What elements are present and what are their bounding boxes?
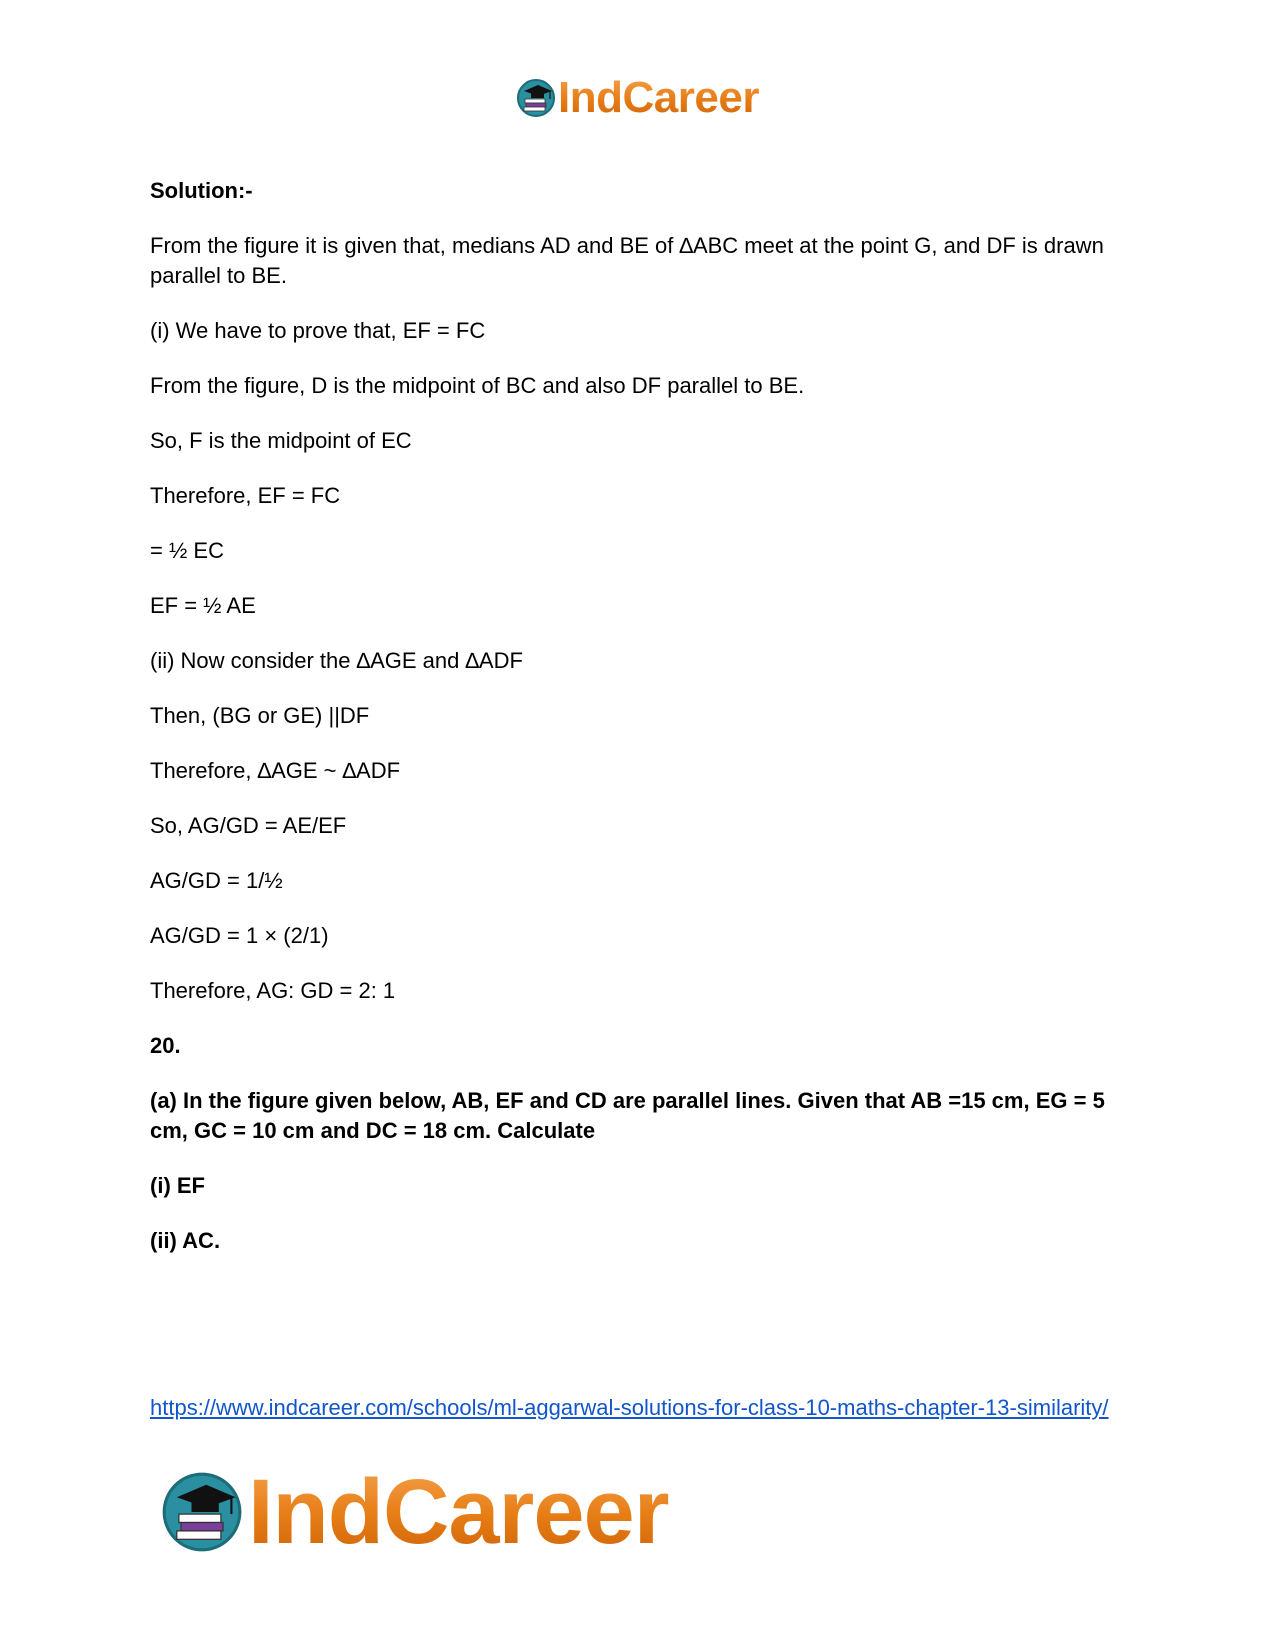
- solution-heading: Solution:-: [150, 178, 253, 203]
- paragraph: Therefore, ∆AGE ~ ∆ADF: [150, 758, 401, 783]
- document-body: [150, 176, 1130, 1281]
- question-text: (a) In the figure given below, AB, EF and CD are parallel lines. Given that AB =15 cm, EG = 5 cm, GC = 10 cm and DC = 18 cm. Calculate: [150, 1088, 1105, 1143]
- graduation-cap-books-icon: [516, 78, 556, 118]
- paragraph: So, F is the midpoint of EC: [150, 428, 412, 453]
- question-number: 20.: [150, 1033, 181, 1058]
- paragraph: Therefore, AG: GD = 2: 1: [150, 978, 396, 1003]
- brand-name: IndCareer: [248, 1461, 669, 1563]
- paragraph: From the figure, D is the midpoint of BC and also DF parallel to BE.: [150, 373, 805, 398]
- paragraph: AG/GD = 1 × (2/1): [150, 923, 329, 948]
- paragraph: Therefore, EF = FC: [150, 483, 341, 508]
- question-part-ii: (ii) AC.: [150, 1228, 221, 1253]
- footer-logo: [160, 1461, 669, 1563]
- paragraph: = ½ EC: [150, 538, 224, 563]
- paragraph: EF = ½ AE: [150, 593, 256, 618]
- header-logo: [0, 73, 1275, 122]
- paragraph: From the figure it is given that, medians AD and BE of ∆ABC meet at the point G, and DF is drawn parallel to BE.: [150, 233, 1104, 288]
- paragraph: (ii) Now consider the ∆AGE and ∆ADF: [150, 648, 523, 673]
- brand-name: IndCareer: [558, 73, 759, 122]
- question-part-i: (i) EF: [150, 1173, 205, 1198]
- paragraph: (i) We have to prove that, EF = FC: [150, 318, 486, 343]
- paragraph: AG/GD = 1/½: [150, 868, 283, 893]
- paragraph: So, AG/GD = AE/EF: [150, 813, 347, 838]
- graduation-cap-books-icon: [160, 1470, 244, 1554]
- paragraph: Then, (BG or GE) ||DF: [150, 703, 370, 728]
- source-link[interactable]: https://www.indcareer.com/schools/ml-aggarwal-solutions-for-class-10-maths-chapter-13-similarity/: [150, 1395, 1109, 1420]
